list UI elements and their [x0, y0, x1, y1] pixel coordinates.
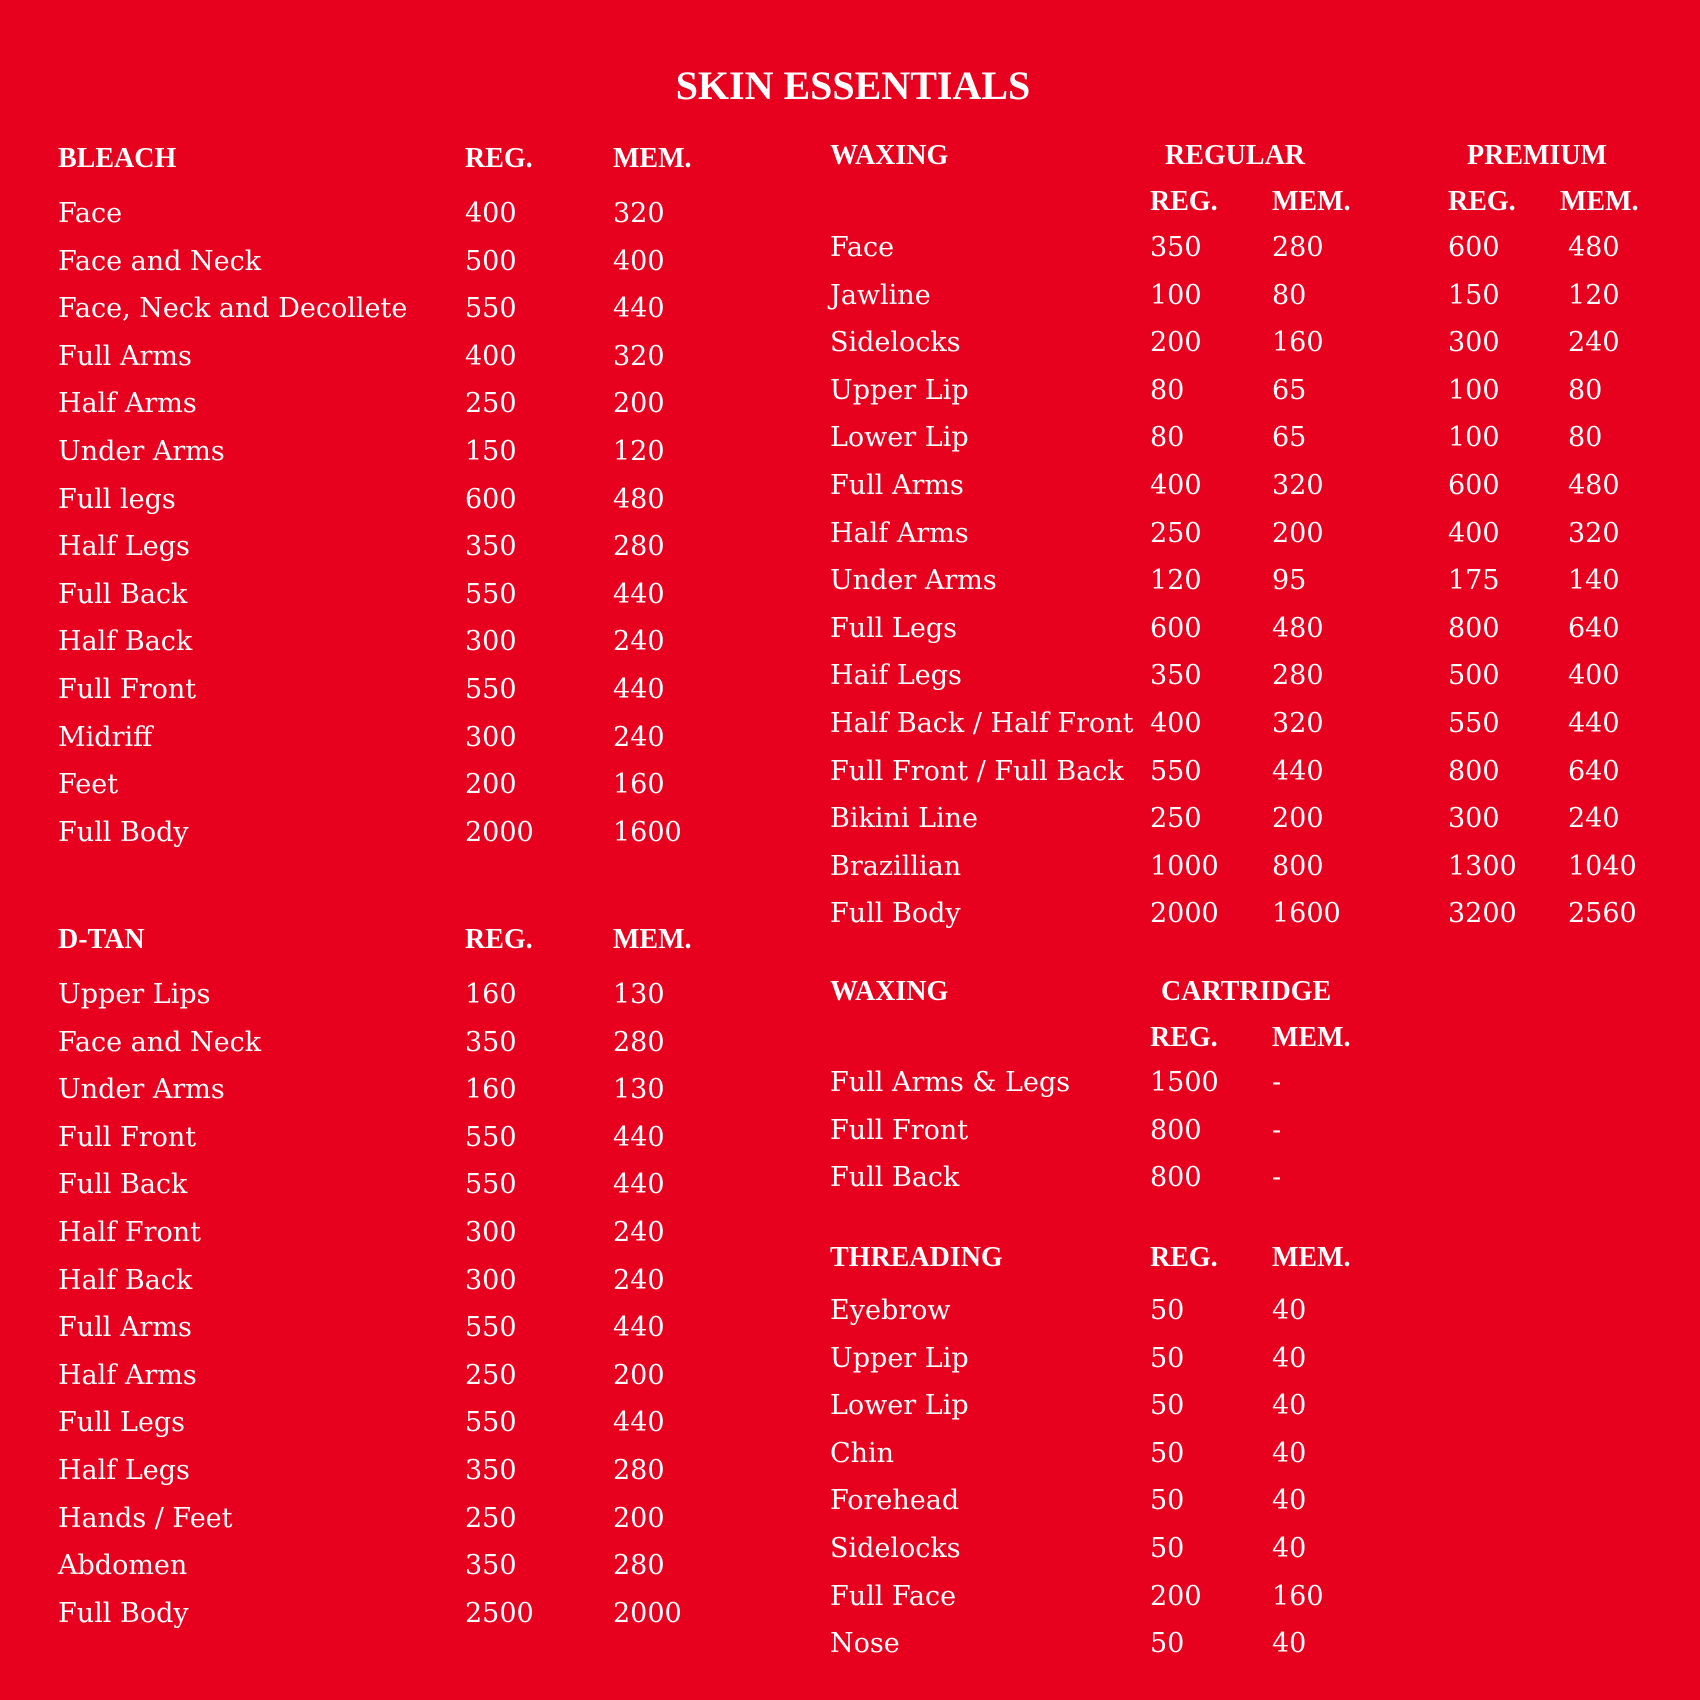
- table-row: [830, 280, 1700, 320]
- threading-header: THREADING: [830, 1242, 1003, 1273]
- table-row: [830, 1628, 1700, 1668]
- member-price: 440: [613, 1169, 665, 1201]
- premium-regular-price: 100: [1448, 422, 1500, 454]
- service-name: Full Legs: [58, 1407, 186, 1439]
- member-price: 480: [1272, 612, 1324, 644]
- premium-regular-price: 300: [1448, 327, 1500, 359]
- service-name: Full Body: [58, 816, 189, 848]
- table-row: [830, 1533, 1700, 1573]
- premium-member-price: 400: [1568, 660, 1620, 692]
- premium-member-price: 320: [1568, 517, 1620, 549]
- table-row: [830, 708, 1700, 748]
- service-name: Half Back: [58, 1264, 193, 1296]
- service-name: Full Front / Full Back: [830, 755, 1124, 787]
- premium-member-price: 240: [1568, 327, 1620, 359]
- service-name: Half Back / Half Front: [830, 708, 1134, 739]
- member-price: 440: [613, 1312, 665, 1344]
- waxing-premium-header: PREMIUM: [1467, 140, 1607, 171]
- premium-member-price: 240: [1568, 803, 1620, 835]
- member-price: 200: [613, 1502, 665, 1534]
- table-row: [830, 756, 1700, 796]
- premium-regular-price: 500: [1448, 660, 1500, 692]
- table-row: [830, 1067, 1700, 1107]
- regular-price: 550: [465, 1312, 517, 1344]
- regular-price: 100: [1150, 279, 1202, 311]
- page-title: SKIN ESSENTIALS: [675, 63, 1031, 108]
- table-row: [830, 1485, 1700, 1525]
- regular-price: 550: [465, 578, 517, 610]
- table-row: [830, 1581, 1700, 1621]
- member-price: 240: [613, 1264, 665, 1296]
- premium-regular-price: 100: [1448, 374, 1500, 406]
- member-price: -: [1272, 1162, 1282, 1194]
- regular-price: 550: [465, 674, 517, 705]
- member-price: 320: [1272, 708, 1324, 739]
- regular-price: 550: [465, 293, 517, 325]
- dtan-reg-header: REG.: [465, 924, 533, 955]
- regular-price: 50: [1150, 1295, 1185, 1326]
- service-name: Feet: [58, 769, 119, 801]
- regular-price: 350: [1150, 660, 1202, 692]
- service-name: Half Back: [58, 626, 193, 658]
- member-price: 200: [613, 388, 665, 420]
- member-price: 95: [1272, 565, 1307, 597]
- regular-price: 50: [1150, 1342, 1185, 1374]
- service-name: Full Front: [830, 1114, 969, 1146]
- service-name: Hands / Feet: [58, 1502, 233, 1534]
- service-name: Brazillian: [830, 850, 962, 882]
- regular-price: 250: [465, 1502, 517, 1534]
- service-name: Face and Neck: [58, 245, 262, 277]
- service-name: Face: [830, 232, 895, 263]
- service-name: Full legs: [58, 483, 176, 515]
- member-price: 200: [613, 1359, 665, 1391]
- bleach-mem-header: MEM.: [613, 143, 692, 174]
- service-name: Upper Lip: [830, 1342, 969, 1374]
- service-name: Sidelocks: [830, 1533, 961, 1564]
- premium-regular-price: 3200: [1448, 898, 1517, 930]
- regular-price: 400: [1150, 708, 1202, 739]
- service-name: Full Body: [58, 1597, 189, 1629]
- service-name: Full Arms: [58, 340, 192, 372]
- table-row: [830, 518, 1700, 558]
- member-price: 40: [1272, 1390, 1307, 1422]
- table-row: [830, 1115, 1700, 1155]
- cartridge-reg-header: REG.: [1150, 1022, 1218, 1053]
- member-price: 440: [1272, 755, 1324, 787]
- premium-regular-price: 550: [1448, 708, 1500, 739]
- member-price: 40: [1272, 1342, 1307, 1374]
- premium-regular-price: 600: [1448, 470, 1500, 501]
- regular-price: 50: [1150, 1485, 1185, 1517]
- premium-member-price: 80: [1568, 422, 1603, 454]
- service-name: Half Front: [58, 1217, 201, 1248]
- regular-price: 350: [465, 531, 517, 563]
- regular-price: 400: [465, 198, 517, 229]
- table-row: [58, 1027, 1018, 1067]
- member-price: 280: [1272, 660, 1324, 692]
- premium-member-price: 480: [1568, 232, 1620, 263]
- premium-member-price: 140: [1568, 565, 1620, 597]
- waxing-header: WAXING: [830, 140, 949, 171]
- table-row: [830, 1343, 1700, 1383]
- premium-member-price: 640: [1568, 755, 1620, 787]
- regular-price: 120: [1150, 565, 1202, 597]
- member-price: 40: [1272, 1628, 1307, 1660]
- regular-price: 2500: [465, 1597, 534, 1629]
- member-price: 320: [613, 340, 665, 372]
- member-price: 440: [613, 1407, 665, 1439]
- waxing-regular-header: REGULAR: [1165, 140, 1306, 171]
- member-price: 65: [1272, 422, 1307, 454]
- service-name: Full Face: [830, 1580, 957, 1612]
- member-price: 160: [1272, 1580, 1324, 1612]
- regular-price: 1500: [1150, 1067, 1219, 1098]
- service-name: Jawline: [830, 279, 931, 311]
- member-price: -: [1272, 1114, 1282, 1146]
- table-row: [830, 613, 1700, 653]
- premium-regular-price: 1300: [1448, 850, 1517, 882]
- cartridge-sub-header: CARTRIDGE: [1161, 976, 1332, 1007]
- regular-price: 80: [1150, 374, 1185, 406]
- service-name: Face and Neck: [58, 1026, 262, 1058]
- member-price: 80: [1272, 279, 1307, 311]
- member-price: 1600: [613, 816, 682, 848]
- member-price: 160: [1272, 327, 1324, 359]
- premium-member-price: 120: [1568, 279, 1620, 311]
- member-price: 280: [613, 1550, 665, 1582]
- member-price: 280: [613, 531, 665, 563]
- regular-price: 250: [465, 1359, 517, 1391]
- service-name: Half Arms: [58, 1359, 197, 1391]
- service-name: Upper Lip: [830, 374, 969, 406]
- threading-mem-header: MEM.: [1272, 1242, 1351, 1273]
- member-price: 440: [613, 674, 665, 705]
- service-name: Lower Lip: [830, 422, 969, 454]
- member-price: 240: [613, 721, 665, 753]
- member-price: 130: [613, 979, 665, 1010]
- regular-price: 300: [465, 1217, 517, 1248]
- cartridge-mem-header: MEM.: [1272, 1022, 1351, 1053]
- premium-member-price: 80: [1568, 374, 1603, 406]
- service-name: Full Legs: [830, 612, 958, 644]
- regular-price: 50: [1150, 1437, 1185, 1469]
- member-price: 440: [613, 1121, 665, 1153]
- member-price: 280: [1272, 232, 1324, 263]
- regular-price: 80: [1150, 422, 1185, 454]
- cartridge-header: WAXING: [830, 976, 949, 1007]
- regular-price: 550: [465, 1407, 517, 1439]
- service-name: Face, Neck and Decollete: [58, 293, 408, 325]
- service-name: Abdomen: [58, 1550, 188, 1582]
- service-name: Full Front: [58, 674, 197, 705]
- service-name: Under Arms: [58, 1074, 225, 1106]
- member-price: 480: [613, 483, 665, 515]
- premium-member-price: 640: [1568, 612, 1620, 644]
- member-price: 40: [1272, 1485, 1307, 1517]
- member-price: 320: [613, 198, 665, 229]
- table-row: [830, 1162, 1700, 1202]
- member-price: 40: [1272, 1295, 1307, 1326]
- regular-price: 550: [465, 1121, 517, 1153]
- threading-reg-header: REG.: [1150, 1242, 1218, 1273]
- member-price: 280: [613, 1455, 665, 1486]
- regular-price: 350: [465, 1455, 517, 1486]
- premium-regular-price: 300: [1448, 803, 1500, 835]
- regular-price: 200: [1150, 327, 1202, 359]
- regular-price: 300: [465, 721, 517, 753]
- regular-price: 500: [465, 245, 517, 277]
- regular-price: 250: [1150, 803, 1202, 835]
- service-name: Chin: [830, 1437, 895, 1469]
- dtan-header: D-TAN: [58, 924, 145, 955]
- member-price: 120: [613, 436, 665, 467]
- regular-price: 350: [465, 1550, 517, 1582]
- regular-price: 200: [465, 769, 517, 801]
- service-name: Full Back: [58, 1169, 188, 1201]
- table-row: [830, 1295, 1700, 1335]
- member-price: 280: [613, 1026, 665, 1058]
- premium-regular-price: 175: [1448, 565, 1500, 597]
- member-price: 320: [1272, 470, 1324, 501]
- regular-price: 160: [465, 979, 517, 1010]
- service-name: Forehead: [830, 1485, 960, 1517]
- bleach-reg-header: REG.: [465, 143, 533, 174]
- member-price: 800: [1272, 850, 1324, 882]
- premium-regular-price: 150: [1448, 279, 1500, 311]
- table-row: [830, 1438, 1700, 1478]
- service-name: Half Arms: [58, 388, 197, 420]
- regular-price: 350: [465, 1026, 517, 1058]
- waxing-premium-mem-header: MEM.: [1560, 186, 1639, 217]
- table-row: [830, 470, 1700, 510]
- table-row: [830, 232, 1700, 272]
- regular-price: 50: [1150, 1390, 1185, 1422]
- regular-price: 50: [1150, 1628, 1185, 1660]
- premium-regular-price: 800: [1448, 755, 1500, 787]
- member-price: 240: [613, 1217, 665, 1248]
- member-price: -: [1272, 1067, 1282, 1098]
- regular-price: 200: [1150, 1580, 1202, 1612]
- regular-price: 160: [465, 1074, 517, 1106]
- service-name: Full Arms: [830, 470, 964, 501]
- service-name: Full Arms & Legs: [830, 1067, 1071, 1098]
- service-name: Half Legs: [58, 1455, 190, 1486]
- regular-price: 1000: [1150, 850, 1219, 882]
- member-price: 40: [1272, 1533, 1307, 1564]
- service-name: Under Arms: [58, 436, 225, 467]
- regular-price: 600: [1150, 612, 1202, 644]
- member-price: 40: [1272, 1437, 1307, 1469]
- premium-member-price: 1040: [1568, 850, 1637, 882]
- premium-member-price: 2560: [1568, 898, 1637, 930]
- member-price: 440: [613, 293, 665, 325]
- premium-regular-price: 400: [1448, 517, 1500, 549]
- member-price: 160: [613, 769, 665, 801]
- member-price: 1600: [1272, 898, 1341, 930]
- member-price: 400: [613, 245, 665, 277]
- service-name: Full Body: [830, 898, 961, 930]
- service-name: Full Front: [58, 1121, 197, 1153]
- service-name: Lower Lip: [830, 1390, 969, 1422]
- service-name: Full Arms: [58, 1312, 192, 1344]
- dtan-mem-header: MEM.: [613, 924, 692, 955]
- table-row: [830, 422, 1700, 462]
- regular-price: 800: [1150, 1162, 1202, 1194]
- regular-price: 300: [465, 1264, 517, 1296]
- service-name: Bikini Line: [830, 803, 979, 835]
- regular-price: 550: [1150, 755, 1202, 787]
- service-name: Face: [58, 198, 123, 229]
- waxing-mem-header: MEM.: [1272, 186, 1351, 217]
- service-name: Sidelocks: [830, 327, 961, 359]
- regular-price: 50: [1150, 1533, 1185, 1564]
- service-name: Upper Lips: [58, 979, 211, 1010]
- regular-price: 2000: [465, 816, 534, 848]
- service-name: Under Arms: [830, 565, 997, 597]
- regular-price: 400: [1150, 470, 1202, 501]
- waxing-premium-reg-header: REG.: [1448, 186, 1516, 217]
- table-row: [830, 660, 1700, 700]
- regular-price: 400: [465, 340, 517, 372]
- member-price: 240: [613, 626, 665, 658]
- table-row: [830, 1390, 1700, 1430]
- service-name: Half Arms: [830, 517, 969, 549]
- waxing-reg-header: REG.: [1150, 186, 1218, 217]
- regular-price: 600: [465, 483, 517, 515]
- premium-regular-price: 800: [1448, 612, 1500, 644]
- regular-price: 300: [465, 626, 517, 658]
- table-row: [830, 565, 1700, 605]
- service-name: Nose: [830, 1628, 900, 1660]
- member-price: 200: [1272, 517, 1324, 549]
- table-row: [830, 898, 1700, 938]
- regular-price: 800: [1150, 1114, 1202, 1146]
- regular-price: 250: [465, 388, 517, 420]
- service-name: Half Legs: [58, 531, 190, 563]
- regular-price: 350: [1150, 232, 1202, 263]
- service-name: Full Back: [830, 1162, 960, 1194]
- premium-member-price: 440: [1568, 708, 1620, 739]
- regular-price: 150: [465, 436, 517, 467]
- service-name: Haif Legs: [830, 660, 962, 692]
- service-name: Eyebrow: [830, 1295, 951, 1326]
- table-row: [830, 851, 1700, 891]
- member-price: 200: [1272, 803, 1324, 835]
- member-price: 65: [1272, 374, 1307, 406]
- regular-price: 550: [465, 1169, 517, 1201]
- member-price: 130: [613, 1074, 665, 1106]
- service-name: Midriff: [58, 721, 153, 753]
- member-price: 2000: [613, 1597, 682, 1629]
- service-name: Full Back: [58, 578, 188, 610]
- regular-price: 2000: [1150, 898, 1219, 930]
- bleach-header: BLEACH: [58, 143, 177, 174]
- table-row: [830, 803, 1700, 843]
- premium-regular-price: 600: [1448, 232, 1500, 263]
- table-row: [830, 375, 1700, 415]
- table-row: [830, 327, 1700, 367]
- premium-member-price: 480: [1568, 470, 1620, 501]
- member-price: 440: [613, 578, 665, 610]
- regular-price: 250: [1150, 517, 1202, 549]
